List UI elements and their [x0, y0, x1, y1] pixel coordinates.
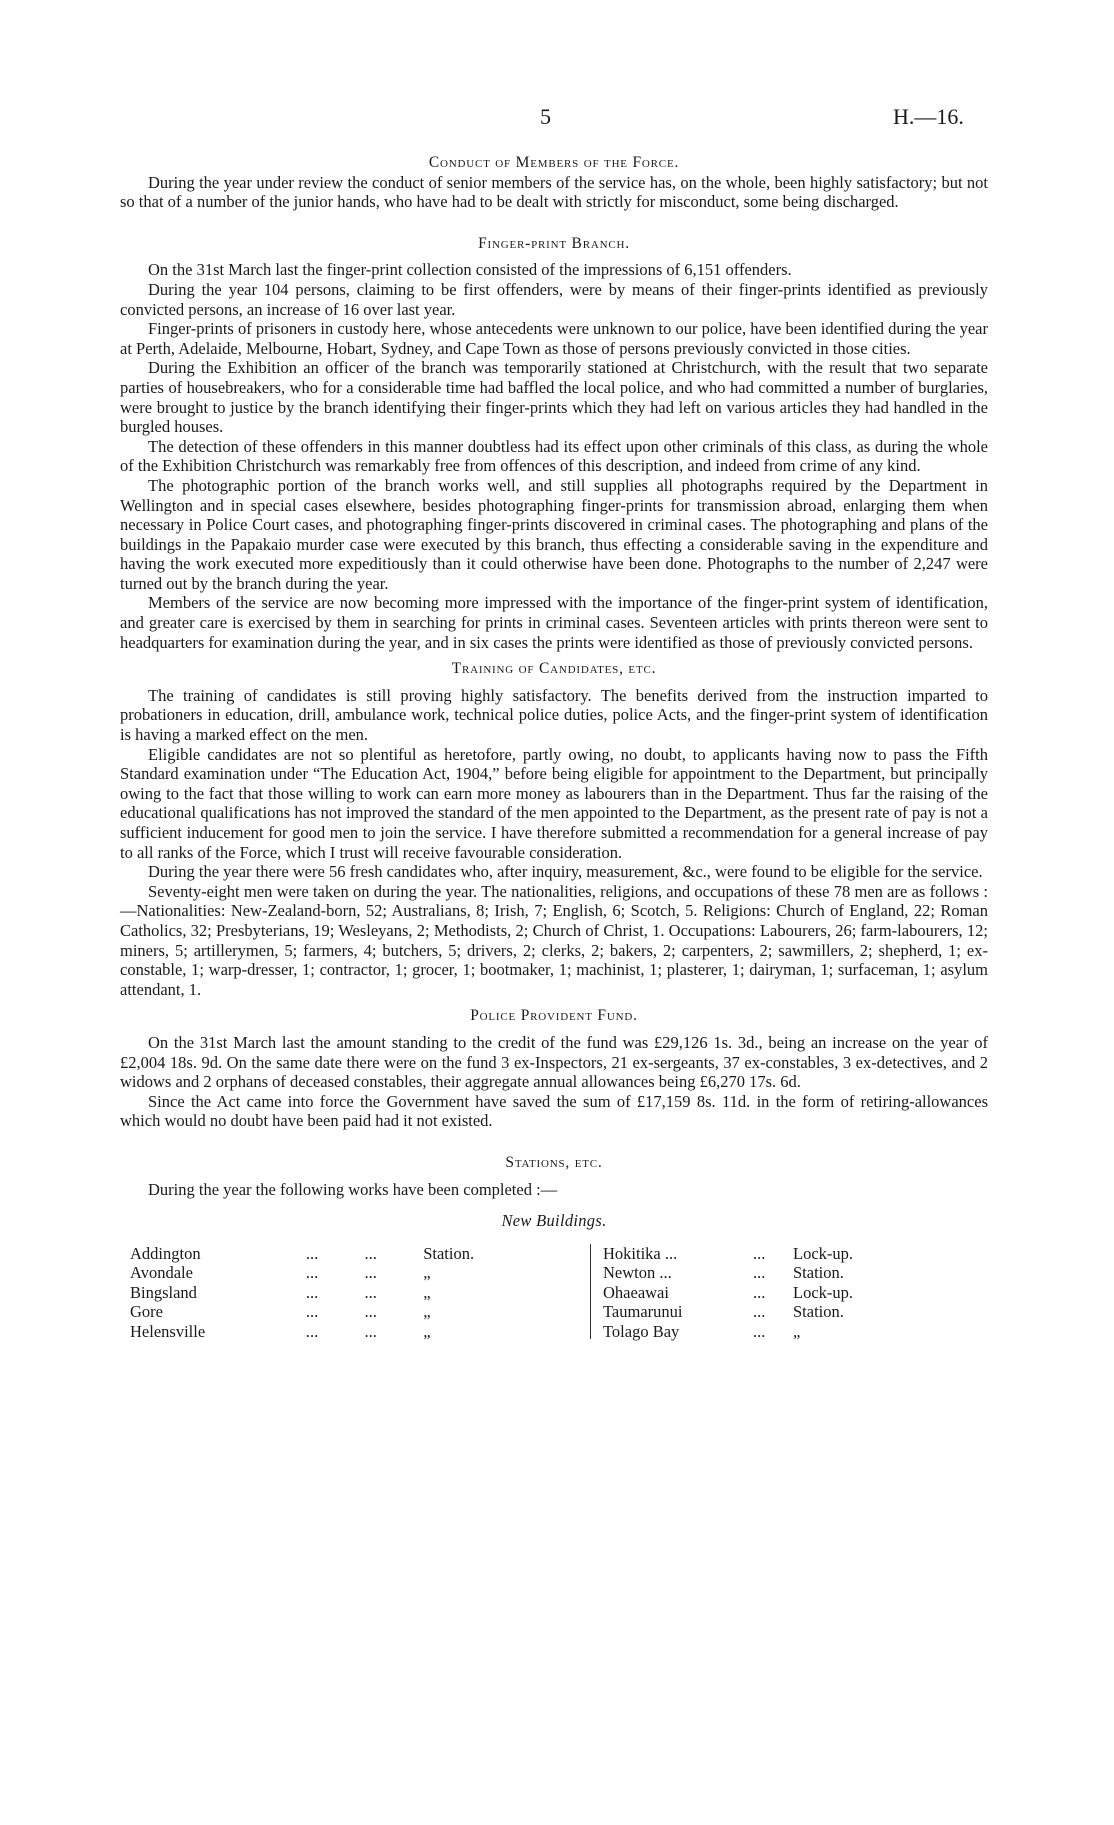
- section-heading-finger-print: Finger-print Branch.: [478, 234, 630, 252]
- paragraph: Since the Act came into force the Government have saved the sum of £17,159 8s. 11d. in the form of retiring-allowances which would no doubt have been paid had it not existed.: [120, 1091, 988, 1131]
- paragraph: Eligible candidates are not so plentiful as heretofore, partly owing, no doubt, to applicants having now to pass the Fifth Standard examination under “The Education Act, 1904,” before being eligible for appointment to the Department, but principally owing to the fact that those willing to work can earn more money as labourers than in the Department. Thus far the raising of the educational qualifications has not improved the standard of the men appointed to the Department, as the present rate of pay is not a sufficient inducement for good men to join the service. I have therefore submitted a recommendation for a general increase of pay to all ranks of the Force, which I trust will receive favourable consideration.: [120, 744, 988, 862]
- building-type: Station.: [793, 1302, 844, 1322]
- paragraph: On the 31st March last the finger-print collection consisted of the impressions of 6,151 offenders.: [148, 260, 792, 280]
- stations-intro: During the year the following works have been completed :—: [148, 1179, 558, 1199]
- list-item: [130, 1283, 560, 1303]
- section-heading-provident-fund: Police Provident Fund.: [470, 1007, 638, 1025]
- building-type: Station.: [423, 1243, 475, 1263]
- paragraph: Members of the service are now becoming more impressed with the importance of the finger-print system of identification, and greater care is exercised by them in searching for prints in criminal cases. Seventeen articles with prints thereon were sent to headquarters for examination during the year, and in six cases the prints were identified as those of previously convicted persons.: [120, 593, 988, 652]
- paragraph: During the year 104 persons, claiming to be first offenders, were by means of their finger-prints identified as previously convicted persons, an increase of 16 over last year.: [120, 279, 988, 319]
- section-heading-conduct: Conduct of Members of the Force.: [428, 154, 680, 171]
- building-location: Gore: [130, 1302, 163, 1322]
- paragraph: The photographic portion of the branch works well, and still supplies all photographs required by the Department in Wellington and in special cases elsewhere, besides photographing finger-prints for transmission abroad, enlarging them when necessary in Police Court cases, and photographing finger-prints discovered in criminal cases. The photographing and plans of the buildings in the Papakaio murder case were executed by this branch, thus effecting a considerable saving in the expenditure and having the work executed more expeditiously than it could otherwise have been done. Photographs to the number of 2,247 were turned out by the branch during the year.: [120, 475, 988, 593]
- document-body: [120, 153, 988, 1344]
- leader-dots: ...: [305, 1243, 319, 1263]
- building-type: Lock-up.: [793, 1243, 854, 1263]
- new-buildings-right-column: [590, 1243, 1003, 1342]
- list-item: [130, 1263, 560, 1283]
- building-type: „: [423, 1282, 431, 1302]
- list-item: [130, 1244, 560, 1264]
- building-type: „: [423, 1263, 431, 1283]
- leader-dots: ...: [305, 1302, 319, 1322]
- new-buildings-list: [120, 1244, 988, 1344]
- leader-dots: ...: [364, 1263, 377, 1283]
- document-reference: H.—16.: [893, 104, 964, 129]
- paragraph: The training of candidates is still proving highly satisfactory. The benefits derived from the instruction imparted to probationers in education, drill, ambulance work, technical police duties, police Acts, and the finger-print system of identification is having a marked effect on the men.: [120, 685, 988, 745]
- paragraph: Seventy-eight men were taken on during the year. The nationalities, religions, and occupations of these 78 men are as follows :—Nationalities: New-Zealand-born, 52; Australians, 8; Irish, 7; English, 6; Scotch, 5. Religions: Church of England, 22; Roman Catholics, 32; Presbyterians, 19; Wesleyans, 2; Methodists, 2; Church of Christ, 1. Occupations: Labourers, 26; farm-labourers, 12; miners, 5; artillerymen, 5; farmers, 4; butchers, 5; drivers, 2; clerks, 2; bakers, 2; carpenters, 2; sawmillers, 2; shepherd, 1; ex-constable, 1; warp-dresser, 1; contractor, 1; grocer, 1; bootmaker, 1; machinist, 1; plasterer, 1; dairyman, 1; surfaceman, 1; asylum attendant, 1.: [120, 881, 988, 999]
- paragraph: During the Exhibition an officer of the branch was temporarily stationed at Christchurch, with the result that two separate parties of housebreakers, who for a considerable time had baffled the local police, and who had committed a number of burglaries, were brought to justice by the branch identifying their finger-prints which they had left on various articles they had handled in the burgled houses.: [120, 358, 988, 437]
- list-item: [603, 1283, 1003, 1303]
- building-type: „: [793, 1322, 801, 1342]
- list-item: [603, 1244, 1003, 1264]
- building-location: Avondale: [130, 1263, 193, 1283]
- new-buildings-subheading: New Buildings.: [501, 1211, 607, 1231]
- building-location: Taumarunui: [603, 1302, 683, 1322]
- list-item: [130, 1322, 560, 1342]
- building-location: Bingsland: [130, 1282, 197, 1302]
- page-number: 5: [540, 104, 551, 129]
- paragraph: The detection of these offenders in this manner doubtless had its effect upon other criminals of this class, as during the whole of the Exhibition Christchurch was remarkably free from offences of this description, and indeed from crime of any kind.: [120, 436, 988, 476]
- paragraph: Finger-prints of prisoners in custody here, whose antecedents were unknown to our police, have been identified during the year at Perth, Adelaide, Melbourne, Hobart, Sydney, and Cape Town as those of persons previously convicted in those cities.: [120, 319, 989, 358]
- leader-dots: ...: [364, 1302, 377, 1322]
- paragraph: During the year there were 56 fresh candidates who, after inquiry, measurement, &c., were found to be eligible for the service.: [148, 862, 983, 882]
- new-buildings-left-column: [130, 1244, 560, 1342]
- building-location: Ohaeawai: [603, 1282, 669, 1302]
- leader-dots: ...: [364, 1322, 377, 1342]
- leader-dots: ...: [364, 1243, 377, 1263]
- building-location: Newton ...: [603, 1263, 672, 1283]
- leader-dots: ...: [753, 1282, 766, 1302]
- leader-dots: ...: [305, 1263, 319, 1283]
- paragraph: During the year under review the conduct of senior members of the service has, on the whole, been highly satisfactory; but not so that of a number of the junior hands, who have had to be dealt with strictly for misconduct, some being discharged.: [120, 172, 988, 212]
- leader-dots: ...: [305, 1322, 319, 1342]
- paragraph: On the 31st March last the amount standing to the credit of the fund was £29,126 1s. 3d., being an increase on the year of £2,004 18s. 9d. On the same date there were on the fund 3 ex-Inspectors, 21 ex-sergeants, 37 ex-constables, 3 ex-detectives, and 2 widows and 2 orphans of deceased constables, their aggregate annual allowances being £6,270 17s. 6d.: [120, 1032, 988, 1092]
- list-item: [603, 1322, 1003, 1342]
- leader-dots: ...: [753, 1243, 766, 1263]
- building-location: Addington: [130, 1243, 201, 1263]
- building-type: Station.: [793, 1263, 844, 1283]
- leader-dots: ...: [305, 1282, 319, 1302]
- building-type: Lock-up.: [793, 1282, 854, 1302]
- building-location: Hokitika ...: [603, 1243, 678, 1263]
- leader-dots: ...: [364, 1282, 377, 1302]
- list-item: [603, 1263, 1003, 1283]
- section-heading-training: Training of Candidates, etc.: [451, 660, 657, 678]
- section-heading-stations: Stations, etc.: [505, 1153, 603, 1171]
- list-item: [603, 1302, 1003, 1322]
- leader-dots: ...: [753, 1263, 766, 1283]
- leader-dots: ...: [753, 1302, 766, 1322]
- leader-dots: ...: [753, 1322, 766, 1342]
- list-item: [130, 1302, 560, 1322]
- building-type: „: [423, 1322, 431, 1342]
- building-type: „: [423, 1302, 431, 1322]
- building-location: Helensville: [130, 1322, 206, 1342]
- building-location: Tolago Bay: [603, 1322, 680, 1342]
